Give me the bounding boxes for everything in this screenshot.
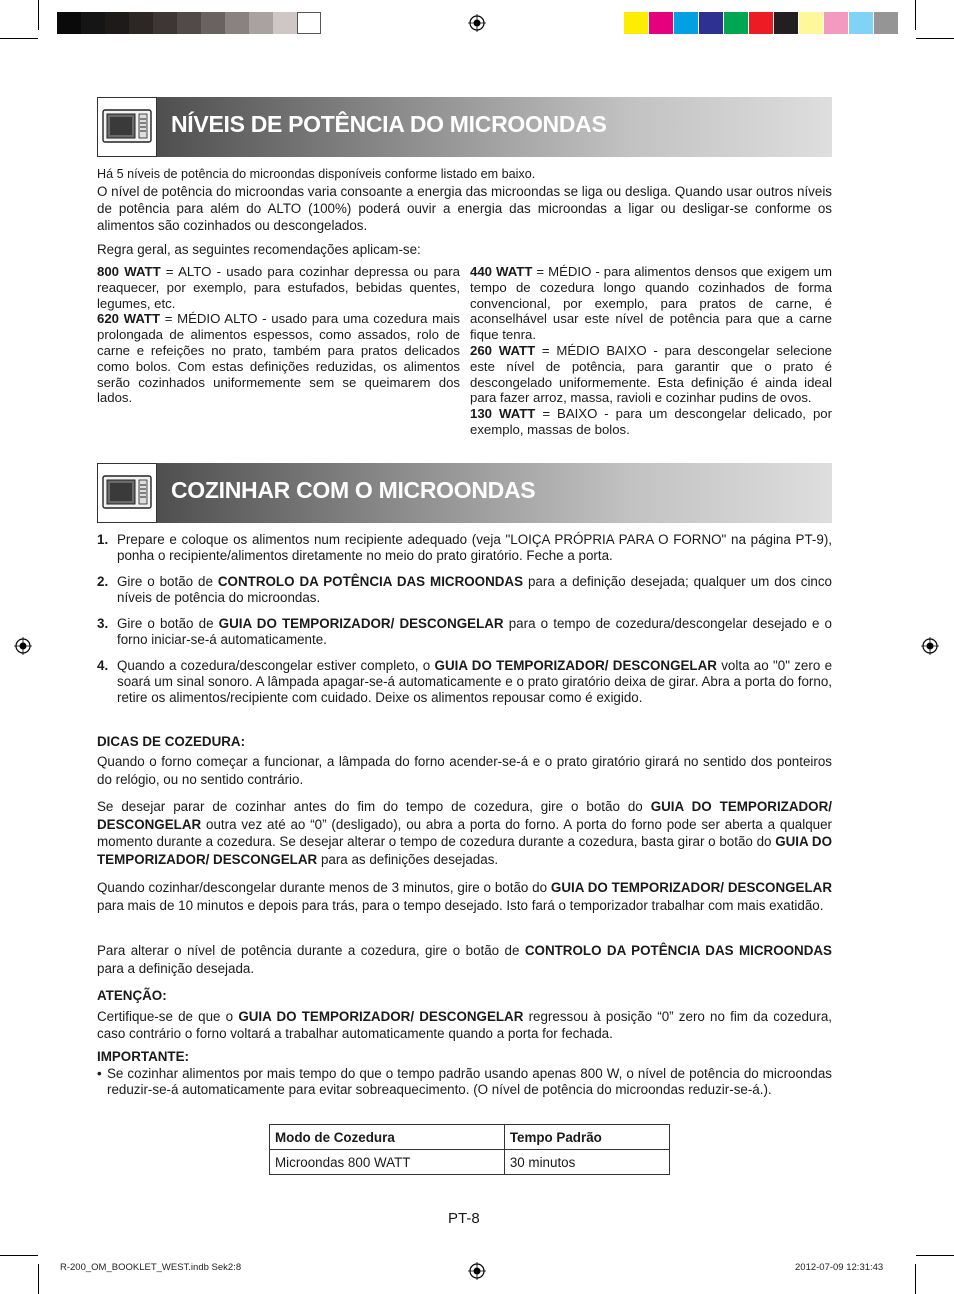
step-text: [117, 532, 832, 564]
step-item: [97, 532, 832, 564]
tip-paragraph: [97, 942, 832, 977]
table-header-cell: Tempo Padrão: [504, 1125, 669, 1150]
step-text-part: Quando a cozedura/descongelar estiver completo, o: [117, 658, 435, 673]
color-swatch: [723, 12, 748, 34]
step-item: [97, 658, 832, 706]
table-row: [270, 1150, 670, 1175]
page-number: PT-8: [448, 1210, 480, 1227]
section-title: NÍVEIS DE POTÊNCIA DO MICROONDAS: [171, 111, 607, 137]
tips-heading: DICAS DE COZEDURA:: [97, 734, 246, 749]
section-header-cooking: [97, 463, 832, 523]
crop-mark: [916, 38, 954, 39]
tip-text: outra vez até ao “0” (desligado), ou abra a porta do forno. A porta do forno pode ser aberta a qualquer momento durante a cozedura. Se desejar alterar o tempo de cozedura durante a cozedura, basta girar o botão do: [97, 816, 832, 849]
power-level-watt: 130 WATT: [470, 406, 536, 422]
registration-mark-icon: [921, 637, 939, 655]
color-swatch: [623, 12, 648, 34]
power-level-watt: 260 WATT: [470, 342, 536, 358]
registration-mark-icon: [468, 1262, 486, 1280]
crop-mark: [915, 1264, 916, 1294]
crop-mark: [38, 1264, 39, 1294]
tip-paragraph: [97, 879, 832, 914]
color-swatch: [105, 12, 129, 34]
color-swatch: [153, 12, 177, 34]
table-header-cell: Modo de Cozedura: [270, 1125, 505, 1150]
step-number: 1.: [97, 532, 109, 547]
power-level-watt: 800 WATT: [97, 264, 161, 279]
power-level-item: [470, 343, 832, 406]
tip-text: para a definição desejada.: [97, 960, 255, 976]
color-swatch: [648, 12, 673, 34]
color-swatch: [673, 12, 698, 34]
color-swatch: [81, 12, 105, 34]
step-text: [117, 658, 832, 706]
color-swatch: [201, 12, 225, 34]
color-swatch: [249, 12, 273, 34]
section-title-bar: [157, 97, 832, 157]
step-number: 3.: [97, 616, 109, 631]
power-level-desc: = BAIXO - para um descongelar delicado, por exemplo, massas de bolos.: [470, 406, 832, 437]
tip-text: Para alterar o nível de potência durante a cozedura, gire o botão de: [97, 943, 525, 958]
power-level-item: [97, 311, 460, 406]
tip-text-bold: GUIA DO TEMPORIZADOR/ DESCONGELAR: [97, 834, 832, 867]
table-header-row: [270, 1125, 670, 1150]
attention-text: regressou à posição “0” zero no fim da cozedura, caso contrário o forno voltará a trabalhar automaticamente quando a porta for fechada.: [97, 1009, 833, 1041]
color-swatch: [773, 12, 798, 34]
power-level-item: [470, 406, 832, 438]
step-text-bold: GUIA DO TEMPORIZADOR/ DESCONGELAR: [218, 616, 504, 631]
color-swatch: [848, 12, 873, 34]
attention-text-bold: GUIA DO TEMPORIZADOR/ DESCONGELAR: [238, 1009, 524, 1024]
power-level-watt: 440 WATT: [470, 264, 533, 279]
attention-text: Certifique-se de que o: [97, 1009, 239, 1024]
color-swatch: [823, 12, 848, 34]
attention-paragraph: [97, 1008, 832, 1042]
important-bullet: [97, 1066, 832, 1098]
rule-text: Regra geral, as seguintes recomendações aplicam-se:: [97, 242, 421, 257]
section-header-power-levels: [97, 97, 832, 157]
microwave-icon: [97, 97, 157, 157]
power-level-watt: 620 WATT: [97, 311, 161, 327]
tip-text-bold: GUIA DO TEMPORIZADOR/ DESCONGELAR: [97, 799, 832, 832]
step-item: [97, 574, 832, 606]
crop-mark: [0, 1255, 38, 1256]
crop-mark: [915, 0, 916, 30]
step-text: [117, 574, 832, 606]
color-swatch: [698, 12, 723, 34]
intro-paragraph: O nível de potência do microondas varia consoante a energia das microondas se liga ou desliga. Quando usar outros níveis de potência para além do ALTO (100%) poderá ouvir a energia das microondas a ligar ou desligar-se conforme os alimentos são cozinhados ou descongelados.: [97, 184, 832, 233]
tip-text: Se desejar parar de cozinhar antes do fim do tempo de cozedura, gire o botão do: [97, 799, 651, 814]
process-color-bar: [623, 12, 898, 34]
crop-mark: [0, 38, 38, 39]
gray-color-bar: [57, 12, 321, 34]
power-level-item: [97, 264, 460, 311]
color-swatch: [225, 12, 249, 34]
power-level-desc: = MÉDIO BAIXO - para descongelar selecione este nível de potência, para garantir que o prato é descongelado uniformemente. Esta definição é ainda ideal para fazer arroz, massa, ravioli e cozinhar pudins de ovos.: [470, 342, 832, 406]
color-swatch: [57, 12, 81, 34]
section-title-bar: [157, 463, 832, 523]
step-text-part: Gire o botão de: [117, 616, 219, 631]
step-number: 2.: [97, 574, 109, 589]
bullet-icon: •: [97, 1066, 102, 1081]
tip-paragraph: Quando o forno começar a funcionar, a lâmpada do forno acender-se-á e o prato giratório girará no sentido dos ponteiros do relógio, ou no sentido contrário.: [97, 754, 832, 787]
step-text-bold: GUIA DO TEMPORIZADOR/ DESCONGELAR: [434, 658, 717, 673]
important-heading: IMPORTANTE:: [97, 1049, 189, 1064]
power-level-item: [470, 264, 832, 343]
crop-mark: [916, 1255, 954, 1256]
color-swatch: [177, 12, 201, 34]
power-level-desc: = ALTO - usado para cozinhar depressa ou para reaquecer, por exemplo, para estufados, bebidas quentes, legumes, etc.: [97, 264, 460, 311]
section-title: COZINHAR COM O MICROONDAS: [171, 477, 536, 503]
file-timestamp: 2012-07-09 12:31:43: [795, 1262, 884, 1273]
tip-text: para mais de 10 minutos e depois para trás, para o tempo desejado. Isto fará o temporizador trabalhar com mais exatidão.: [97, 897, 824, 913]
tip-paragraph: [97, 798, 832, 868]
color-swatch: [129, 12, 153, 34]
standard-time-table: [269, 1124, 670, 1175]
tip-text: Quando cozinhar/descongelar durante menos de 3 minutos, gire o botão do: [97, 880, 551, 895]
important-text: Se cozinhar alimentos por mais tempo do que o tempo padrão usando apenas 800 W, o nível de potência do microondas reduzir-se-á automaticamente para evitar sobreaquecimento. (O nível de potência do microondas reduzir-se-á.).: [107, 1066, 832, 1097]
table-cell: 30 minutos: [504, 1150, 669, 1175]
registration-mark-icon: [468, 14, 486, 32]
power-levels-right-column: [470, 264, 832, 438]
power-levels-left-column: [97, 264, 460, 406]
intro-line: Há 5 níveis de potência do microondas disponíveis conforme listado em baixo.: [97, 167, 536, 181]
tip-text-bold: GUIA DO TEMPORIZADOR/ DESCONGELAR: [550, 880, 832, 895]
tip-text: para as definições desejadas.: [317, 851, 499, 867]
step-text: [117, 616, 832, 648]
power-level-desc: = MÉDIO ALTO - usado para uma cozedura mais prolongada de alimentos espessos, como assados, rolo de carne e refeições no prato, também para pratos delicados como bolos. Com estas definições reduzidas, os alimentos serão cozinhados uniformemente sem se queimarem dos lados.: [97, 311, 460, 406]
step-text-part: Gire o botão de: [117, 574, 218, 589]
color-swatch: [297, 12, 321, 34]
attention-heading: ATENÇÃO:: [97, 988, 167, 1003]
cooking-steps: [97, 532, 832, 716]
crop-mark: [38, 0, 39, 30]
file-slug: R-200_OM_BOOKLET_WEST.indb Sek2:8: [60, 1262, 242, 1273]
step-text-bold: CONTROLO DA POTÊNCIA DAS MICROONDAS: [217, 574, 524, 589]
step-text-part: volta ao "0" zero e soará um sinal sonoro. A lâmpada apagar-se-á automaticamente e o prato giratório deixa de girar. Abra a porta do forno, retire os alimentos/recipiente com cuidado. Deixe os alimentos repousar como é exigido.: [117, 658, 833, 705]
color-swatch: [273, 12, 297, 34]
step-number: 4.: [97, 658, 109, 673]
step-item: [97, 616, 832, 648]
registration-mark-icon: [14, 637, 32, 655]
color-swatch: [798, 12, 823, 34]
tip-text-bold: CONTROLO DA POTÊNCIA DAS MICROONDAS: [524, 943, 832, 958]
color-swatch: [873, 12, 898, 34]
table-cell: Microondas 800 WATT: [270, 1150, 505, 1175]
step-text-part: para o tempo de cozedura/descongelar desejado e o forno iniciar-se-á automaticamente.: [117, 616, 832, 647]
step-text-part: para a definição desejada; qualquer um dos cinco níveis de potência do microondas.: [117, 574, 833, 605]
microwave-icon: [97, 463, 157, 523]
step-text-part: Prepare e coloque os alimentos num recipiente adequado (veja "LOIÇA PRÓPRIA PARA O FORNO" na página PT-9), ponha o recipiente/alimentos diretamente no meio do prato giratório. Feche a porta.: [117, 532, 832, 563]
power-level-desc: = MÉDIO - para alimentos densos que exigem um tempo de cozedura longo quando cozinhados de forma convencional, por exemplo, para pratos de carne, é aconselhável usar este nível de potência para que a carne fique tenra.: [470, 264, 832, 343]
color-swatch: [748, 12, 773, 34]
